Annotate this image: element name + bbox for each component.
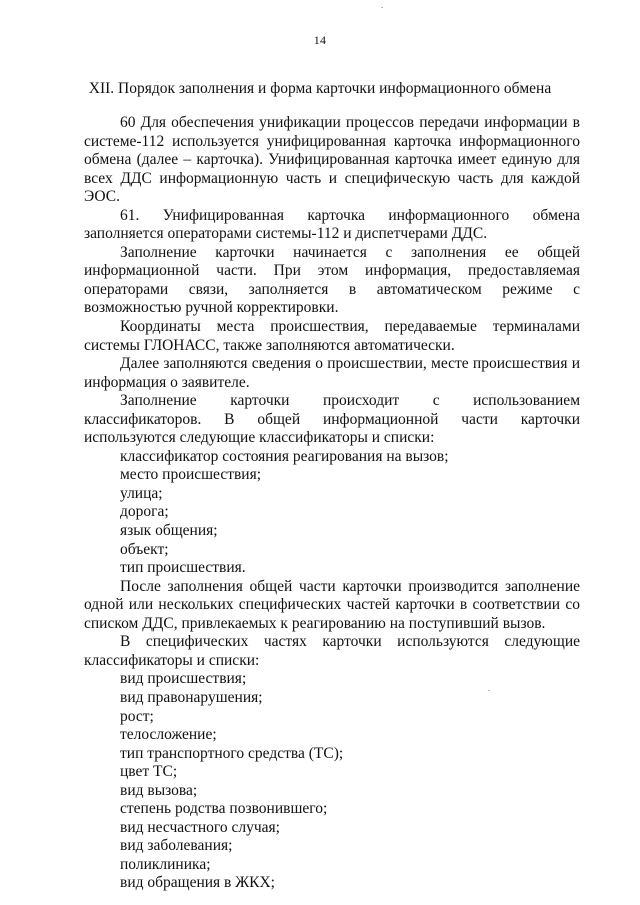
general-classifier-list <box>84 448 580 578</box>
general-list-item: объект; <box>120 540 169 558</box>
general-list-item: место происшествия; <box>120 466 262 484</box>
specific-list-item: тип транспортного средства (ТС); <box>120 744 344 762</box>
paragraph-next-fill: Далее заполняются сведения о происшествии, месте происшествия и информация о заявителе. <box>84 355 580 391</box>
scan-speck <box>488 690 490 691</box>
specific-classifier-list <box>84 670 580 893</box>
specific-list-item: вид происшествия; <box>120 670 247 688</box>
document-body <box>84 114 580 893</box>
paragraph-61: 61. Унифицированная карточка информационного обмена заполняется операторами системы-112 и диспетчерами ДДС. <box>84 206 580 243</box>
specific-list-item: цвет ТС; <box>120 763 178 781</box>
general-list-item: язык общения; <box>120 522 218 540</box>
paragraph-fill-start: Заполнение карточки начинается с заполнения ее общей информационной части. При этом информация, предоставляемая операторами связи, заполняется в автоматическом режиме с возможностью ручной корректировки. <box>84 243 580 317</box>
specific-list-item: вид правонарушения; <box>120 688 263 706</box>
general-list-item: классификатор состояния реагирования на вызов; <box>120 447 449 465</box>
specific-list-item: степень родства позвонившего; <box>120 800 328 818</box>
specific-list-item: поликлиника; <box>120 855 211 873</box>
paragraph-specific-intro: В специфических частях карточки используются следующие классификаторы и списки: <box>84 633 580 669</box>
specific-list-item: рост; <box>120 707 154 725</box>
specific-list-item: вид заболевания; <box>120 837 233 855</box>
paragraph-glonass: Координаты места происшествия, передаваемые терминалами системы ГЛОНАСС, также заполняются автоматически. <box>84 318 580 354</box>
general-list-item: дорога; <box>120 503 169 521</box>
paragraph-classifiers-intro: Заполнение карточки происходит с использованием классификаторов. В общей информационной части карточки используются следующие классификаторы и списки: <box>84 392 580 447</box>
section-title: XII. Порядок заполнения и форма карточки информационного обмена <box>88 80 552 97</box>
specific-list-item: телосложение; <box>120 726 217 744</box>
paragraph-60: 60 Для обеспечения унификации процессов передачи информации в системе-112 используется унифицированная карточка информационного обмена (далее – карточка). Унифицированная карточка имеет единую для всех ДДС информационную часть и специфическую часть для каждой ЭОС. <box>84 114 580 206</box>
page-number: 14 <box>313 33 327 47</box>
general-list-item: улица; <box>120 484 163 502</box>
general-list-item: тип происшествия. <box>120 559 246 577</box>
specific-list-item: вид несчастного случая; <box>120 818 280 836</box>
scan-speck <box>381 7 383 8</box>
paragraph-after-general: После заполнения общей части карточки производится заполнение одной или нескольких специфических частей карточки в соответствии со списком ДДС, привлекаемых к реагированию на поступивший вызов. <box>84 577 580 632</box>
specific-list-item: вид вызова; <box>120 781 198 799</box>
specific-list-item: вид обращения в ЖКХ; <box>120 874 275 892</box>
